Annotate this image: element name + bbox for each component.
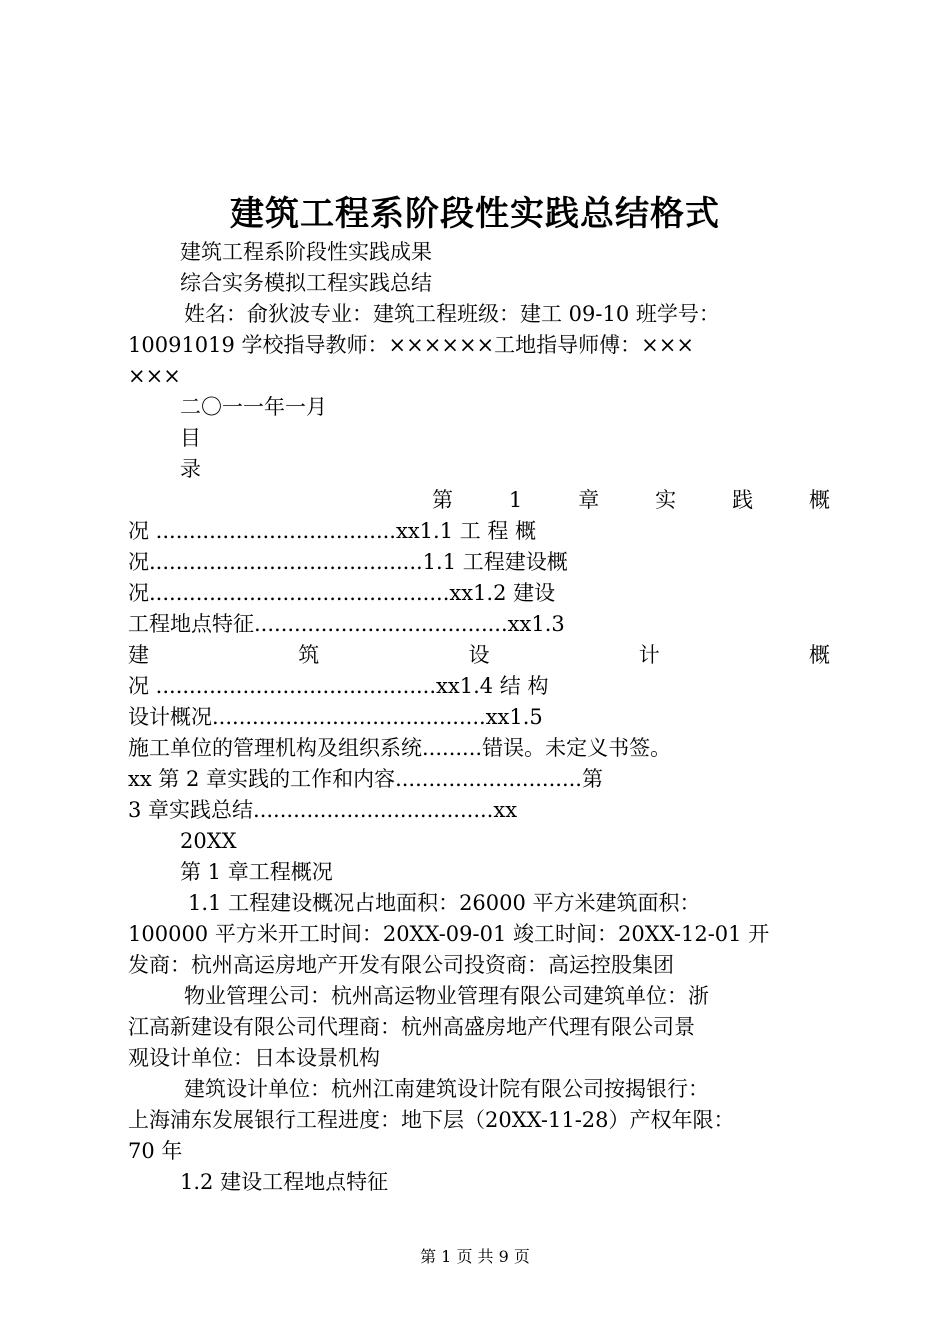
- subtitle-practice-summary: 综合实务模拟工程实践总结: [180, 271, 432, 295]
- year-label: 20XX: [180, 829, 237, 853]
- toc-word: 筑: [298, 643, 320, 667]
- toc-line-4: 况.............................................xx1.2 建设: [128, 581, 556, 605]
- subtitle-practice-results: 建筑工程系阶段性实践成果: [180, 240, 432, 264]
- paragraph-3-line-3: 70 年: [128, 1139, 183, 1163]
- page-footer: 第 1 页 共 9 页: [420, 1247, 530, 1266]
- toc-word: 建: [128, 643, 149, 667]
- toc-line-1: [432, 485, 830, 516]
- toc-word: 1: [508, 488, 523, 512]
- toc-line-8: 设计概况.........................................xx1.5: [128, 705, 543, 729]
- paragraph-1-line-3: 发商：杭州高运房地产开发有限公司投资商：高运控股集团: [128, 953, 674, 977]
- toc-label-2: 录: [180, 457, 201, 481]
- toc-line-6: [128, 640, 830, 671]
- paragraph-3-line-2: 上海浦东发展银行工程进度：地下层（20XX-11-28）产权年限：: [128, 1108, 735, 1132]
- paragraph-3-line-1: 建筑设计单位：杭州江南建筑设计院有限公司按揭银行：: [184, 1077, 709, 1101]
- document-date: 二〇一一年一月: [180, 395, 327, 419]
- paragraph-2-line-1: 物业管理公司：杭州高运物业管理有限公司建筑单位：浙: [184, 984, 709, 1008]
- toc-line-5: 工程地点特征......................................xx1.3: [128, 612, 565, 636]
- toc-word: 践: [732, 488, 754, 512]
- paragraph-2-line-2: 江高新建设有限公司代理商：杭州高盛房地产代理有限公司景: [128, 1015, 695, 1039]
- toc-word: 概: [808, 488, 830, 512]
- section-1-2-heading: 1.2 建设工程地点特征: [180, 1170, 389, 1194]
- chapter-1-heading: 第 1 章工程概况: [180, 860, 333, 884]
- paragraph-1-line-1: 1.1 工程建设概况占地面积：26000 平方米建筑面积：: [188, 891, 701, 915]
- paragraph-2-line-3: 观设计单位：日本设景机构: [128, 1046, 380, 1070]
- toc-word: 章: [578, 488, 600, 512]
- student-info-line-3: ×××: [128, 364, 181, 388]
- toc-word: 概: [809, 643, 830, 667]
- paragraph-1-line-2: 100000 平方米开工时间：20XX-09-01 竣工时间：20XX-12-01 开: [128, 922, 770, 946]
- student-info-line-2: 10091019 学校指导教师：××××××工地指导师傅：×××: [128, 333, 694, 357]
- toc-word: 第: [432, 488, 453, 512]
- toc-line-3: 况.........................................1.1 工程建设概: [128, 550, 568, 574]
- toc-word: 设: [468, 643, 490, 667]
- toc-word: 计: [638, 643, 660, 667]
- toc-word: 实: [655, 488, 677, 512]
- student-info-line-1: 姓名：俞狄波专业：建筑工程班级：建工 09-10 班学号：: [184, 302, 720, 326]
- toc-line-9: 施工单位的管理机构及组织系统.........错误。未定义书签。: [128, 736, 672, 760]
- toc-line-10: xx 第 2 章实践的工作和内容............................第: [128, 767, 603, 791]
- toc-label-1: 目: [180, 426, 201, 450]
- toc-line-7: 况 ..........................................xx1.4 结 构: [128, 674, 549, 698]
- toc-line-2: 况 ....................................xx1.1 工 程 概: [128, 519, 537, 543]
- document-title: 建筑工程系阶段性实践总结格式: [230, 194, 720, 234]
- toc-line-11: 3 章实践总结....................................xx: [128, 798, 518, 822]
